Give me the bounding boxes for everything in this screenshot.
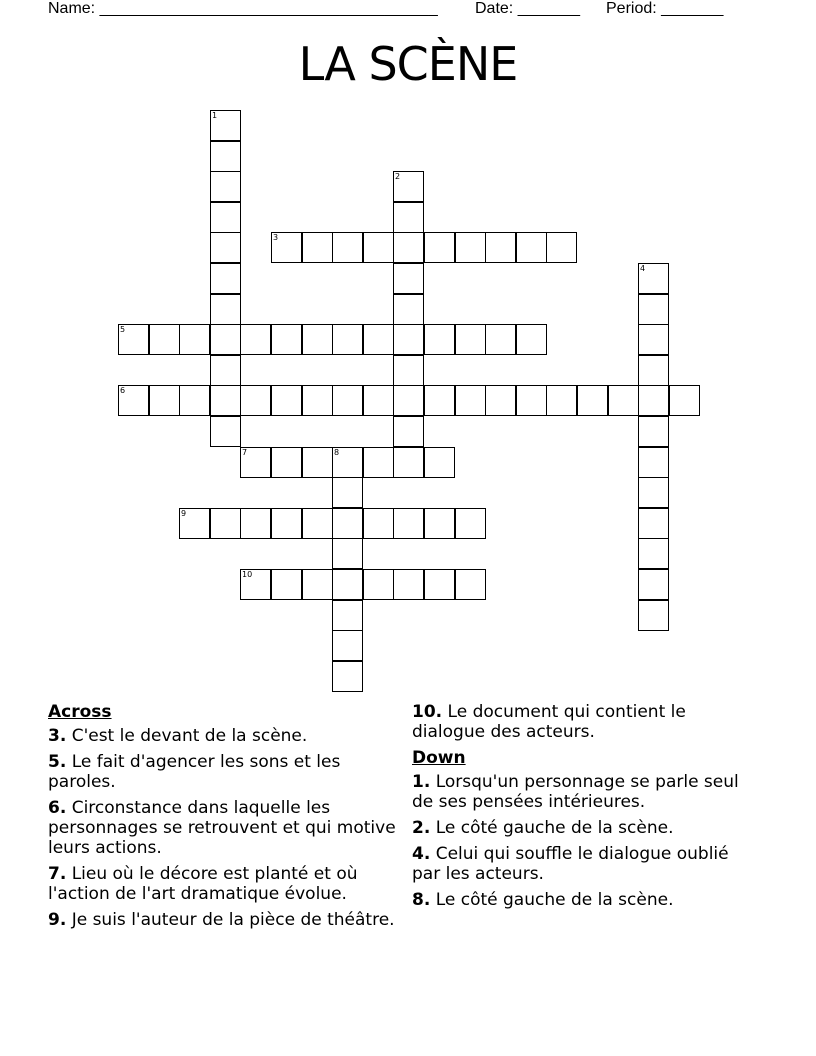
crossword-cell[interactable]: [393, 232, 424, 263]
cell-number: 3: [273, 233, 279, 242]
crossword-cell[interactable]: [638, 538, 669, 569]
crossword-cell[interactable]: [118, 324, 149, 355]
cell-number: 7: [242, 448, 248, 457]
crossword-cell[interactable]: [455, 508, 486, 539]
crossword-cell[interactable]: [332, 630, 363, 661]
crossword-cell[interactable]: [271, 232, 302, 263]
crossword-cell[interactable]: [393, 324, 424, 355]
crossword-cell[interactable]: [638, 324, 669, 355]
crossword-cell[interactable]: [210, 232, 241, 263]
clue-text: Le document qui contient le dialogue des acteurs.: [412, 702, 686, 742]
crossword-cell[interactable]: [332, 661, 363, 692]
crossword-cell[interactable]: [638, 416, 669, 447]
crossword-cell[interactable]: [332, 569, 363, 600]
crossword-cell[interactable]: [577, 385, 608, 416]
crossword-cell[interactable]: [210, 324, 241, 355]
clue-across-6: [48, 798, 408, 858]
crossword-cell[interactable]: [302, 508, 333, 539]
crossword-cell[interactable]: [455, 324, 486, 355]
crossword-cell[interactable]: [210, 294, 241, 325]
crossword-cell[interactable]: [393, 508, 424, 539]
clue-number: 10.: [412, 702, 443, 722]
crossword-cell[interactable]: [638, 447, 669, 478]
crossword-cell[interactable]: [608, 385, 639, 416]
crossword-cell[interactable]: [424, 385, 455, 416]
cell-number: 2: [395, 172, 401, 181]
clue-number: 4.: [412, 844, 431, 864]
clue-down-2: [412, 818, 742, 838]
crossword-cell[interactable]: [638, 263, 669, 294]
crossword-cell[interactable]: [302, 569, 333, 600]
clue-number: 6.: [48, 798, 67, 818]
crossword-cell[interactable]: [302, 324, 333, 355]
name-field-label: Name: ______________________________________: [48, 0, 438, 17]
crossword-cell[interactable]: [455, 232, 486, 263]
crossword-cell[interactable]: [271, 447, 302, 478]
crossword-cell[interactable]: [424, 447, 455, 478]
clue-text: Lorsqu'un personnage se parle seul de ses pensées intérieures.: [412, 772, 739, 812]
crossword-cell[interactable]: [516, 324, 547, 355]
crossword-cell[interactable]: [271, 508, 302, 539]
clue-number: 1.: [412, 772, 431, 792]
crossword-cell[interactable]: [332, 538, 363, 569]
cell-number: 8: [334, 448, 340, 457]
crossword-cell[interactable]: [516, 232, 547, 263]
crossword-cell[interactable]: [485, 324, 516, 355]
date-field-label: Date: _______: [475, 0, 580, 17]
clue-across-7: [48, 864, 408, 904]
clue-text: Le côté gauche de la scène.: [430, 890, 674, 910]
clues-left-column: [48, 702, 408, 936]
crossword-cell[interactable]: [363, 324, 394, 355]
clue-across-3: [48, 726, 408, 746]
crossword-cell[interactable]: [210, 508, 241, 539]
clue-across-5: [48, 752, 408, 792]
clue-number: 8.: [412, 890, 431, 910]
crossword-cell[interactable]: [118, 385, 149, 416]
crossword-cell[interactable]: [210, 385, 241, 416]
crossword-cell[interactable]: [638, 385, 669, 416]
cell-number: 9: [181, 509, 187, 518]
crossword-cell[interactable]: [240, 569, 271, 600]
clue-text: Je suis l'auteur de la pièce de théâtre.: [66, 910, 395, 930]
crossword-cell[interactable]: [393, 202, 424, 233]
crossword-cell[interactable]: [240, 508, 271, 539]
clue-across-10: [412, 702, 742, 742]
crossword-cell[interactable]: [363, 447, 394, 478]
crossword-cell[interactable]: [393, 447, 424, 478]
crossword-cell[interactable]: [149, 324, 180, 355]
crossword-cell[interactable]: [638, 508, 669, 539]
crossword-cell[interactable]: [393, 416, 424, 447]
crossword-cell[interactable]: [332, 447, 363, 478]
crossword-cell[interactable]: [240, 385, 271, 416]
crossword-cell[interactable]: [332, 477, 363, 508]
crossword-cell[interactable]: [210, 110, 241, 141]
clue-text: Circonstance dans laquelle les personnages se retrouvent et qui motive leurs actions.: [48, 798, 396, 858]
crossword-cell[interactable]: [638, 355, 669, 386]
clue-number: 9.: [48, 910, 67, 930]
crossword-cell[interactable]: [210, 355, 241, 386]
clue-text: Lieu où le décore est planté et où l'action de l'art dramatique évolue.: [48, 864, 358, 904]
crossword-cell[interactable]: [332, 508, 363, 539]
clue-text: Le côté gauche de la scène.: [430, 818, 674, 838]
cell-number: 1: [212, 111, 218, 120]
crossword-cell[interactable]: [455, 569, 486, 600]
clue-across-9: [48, 910, 408, 930]
crossword-cell[interactable]: [516, 385, 547, 416]
crossword-cell[interactable]: [210, 141, 241, 172]
crossword-cell[interactable]: [393, 171, 424, 202]
crossword-cell[interactable]: [546, 385, 577, 416]
crossword-cell[interactable]: [179, 385, 210, 416]
crossword-cell[interactable]: [179, 324, 210, 355]
crossword-cell[interactable]: [302, 447, 333, 478]
crossword-cell[interactable]: [393, 263, 424, 294]
crossword-cell[interactable]: [332, 385, 363, 416]
crossword-cell[interactable]: [210, 416, 241, 447]
clues-right-column: [412, 702, 742, 916]
crossword-cell[interactable]: [485, 232, 516, 263]
crossword-cell[interactable]: [240, 447, 271, 478]
crossword-cell[interactable]: [363, 385, 394, 416]
crossword-cell[interactable]: [393, 569, 424, 600]
period-field-label: Period: _______: [606, 0, 724, 17]
crossword-cell[interactable]: [638, 477, 669, 508]
page-title: LA SCÈNE: [298, 37, 518, 91]
crossword-cell[interactable]: [546, 232, 577, 263]
crossword-cell[interactable]: [363, 508, 394, 539]
clue-text: Le fait d'agencer les sons et les paroles.: [48, 752, 341, 792]
crossword-cell[interactable]: [240, 324, 271, 355]
crossword-cell[interactable]: [149, 385, 180, 416]
crossword-cell[interactable]: [485, 385, 516, 416]
crossword-cell[interactable]: [424, 569, 455, 600]
crossword-cell[interactable]: [424, 508, 455, 539]
clue-text: Celui qui souffle le dialogue oublié par les acteurs.: [412, 844, 729, 884]
clue-number: 3.: [48, 726, 67, 746]
crossword-cell[interactable]: [638, 600, 669, 631]
down-heading: Down: [412, 748, 466, 768]
crossword-cell[interactable]: [393, 294, 424, 325]
clue-text: C'est le devant de la scène.: [66, 726, 308, 746]
crossword-cell[interactable]: [393, 385, 424, 416]
crossword-cell[interactable]: [179, 508, 210, 539]
clue-down-8: [412, 890, 742, 910]
crossword-cell[interactable]: [455, 385, 486, 416]
cell-number: 4: [640, 264, 646, 273]
crossword-cell[interactable]: [363, 232, 394, 263]
cell-number: 5: [120, 325, 126, 334]
cell-number: 10: [242, 570, 253, 579]
crossword-cell[interactable]: [669, 385, 700, 416]
crossword-cell[interactable]: [363, 569, 394, 600]
clue-number: 2.: [412, 818, 431, 838]
cell-number: 6: [120, 386, 126, 395]
crossword-cell[interactable]: [302, 385, 333, 416]
clue-down-1: [412, 772, 742, 812]
crossword-cell[interactable]: [638, 569, 669, 600]
crossword-cell[interactable]: [393, 355, 424, 386]
crossword-cell[interactable]: [271, 569, 302, 600]
crossword-cell[interactable]: [424, 232, 455, 263]
clue-number: 5.: [48, 752, 67, 772]
crossword-cell[interactable]: [210, 263, 241, 294]
crossword-cell[interactable]: [271, 324, 302, 355]
across-heading: Across: [48, 702, 112, 722]
crossword-cell[interactable]: [332, 324, 363, 355]
crossword-cell[interactable]: [271, 385, 302, 416]
clue-number: 7.: [48, 864, 67, 884]
crossword-cell[interactable]: [332, 600, 363, 631]
clue-down-4: [412, 844, 742, 884]
crossword-cell[interactable]: [332, 232, 363, 263]
crossword-cell[interactable]: [210, 171, 241, 202]
crossword-cell[interactable]: [210, 202, 241, 233]
crossword-cell[interactable]: [302, 232, 333, 263]
crossword-cell[interactable]: [424, 324, 455, 355]
crossword-cell[interactable]: [638, 294, 669, 325]
